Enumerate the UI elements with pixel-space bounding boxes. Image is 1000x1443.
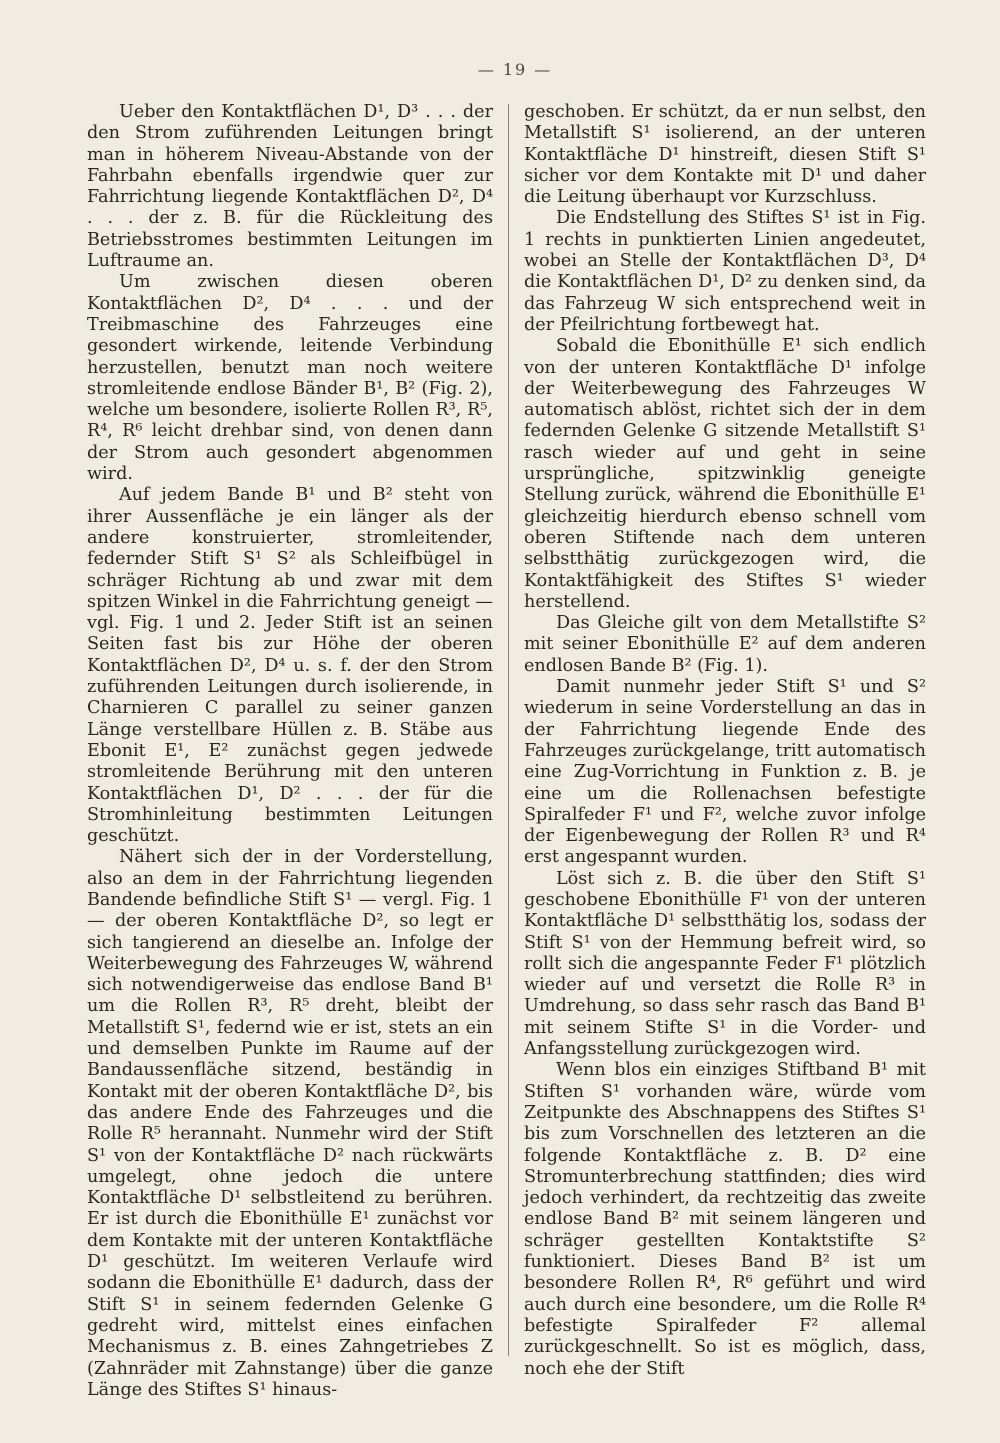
column-divider xyxy=(508,104,509,1356)
page-number: — 19 — xyxy=(477,60,553,79)
paragraph: geschoben. Er schützt, da er nun selbst, den Metallstift S¹ isolierend, an der unteren Kontaktfläche D¹ hinstreift, diesen Stift S¹ sicher vor dem Kontakte mit D¹ und daher die Leitung überhaupt vor Kurzschluss. xyxy=(524,102,926,208)
paragraph: Nähert sich der in der Vorderstellung, also an dem in der Fahrrichtung liegenden Bandende befindliche Stift S¹ — vergl. Fig. 1 — der oberen Kontaktfläche D², so legt er sich tangierend an dieselbe an. Infolge der Weiterbewegung des Fahrzeuges W, während sich notwendigerweise das endlose Band B¹ um die Rollen R³, R⁵ dreht, bleibt der Metallstift S¹, federnd wie er ist, stets an ein und demselben Punkte im Raume auf der Bandaussenfläche sitzend, beständig in Kontakt mit der oberen Kontaktfläche D², bis das andere Ende des Fahrzeuges und die Rolle R⁵ herannaht. Nunmehr wird der Stift S¹ von der Kontaktfläche D² nach rückwärts umgelegt, ohne jedoch die untere Kontaktfläche D¹ selbstleitend zu berühren. Er ist durch die Ebonithülle E¹ zunächst vor dem Kontakte mit der unteren Kontaktfläche D¹ geschützt. Im weiteren Verlaufe wird sodann die Ebonithülle E¹ dadurch, dass der Stift S¹ in seinem federnden Gelenke G gedreht wird, mittelst eines einfachen Mechanismus z. B. eines Zahngetriebes Z (Zahnräder mit Zahnstange) über die ganze Länge des Stiftes S¹ hinaus- xyxy=(87,847,493,1400)
paragraph: Die Endstellung des Stiftes S¹ ist in Fig. 1 rechts in punktierten Linien angedeutet, wobei an Stelle der Kontaktflächen D³, D⁴ die Kontaktflächen D¹, D² zu denken sind, da das Fahrzeug W sich entsprechend weit in der Pfeilrichtung fortbewegt hat. xyxy=(524,208,926,335)
paragraph: Damit nunmehr jeder Stift S¹ und S² wiederum in seine Vorderstellung an das in der Fahrrichtung liegende Ende des Fahrzeuges zurückgelange, tritt automatisch eine Zug-Vorrichtung in Funktion z. B. je eine um die Rollenachsen befestigte Spiralfeder F¹ und F², welche zuvor infolge der Eigenbewegung der Rollen R³ und R⁴ erst angespannt wurden. xyxy=(524,677,926,868)
paragraph: Sobald die Ebonithülle E¹ sich endlich von der unteren Kontaktfläche D¹ infolge der Weiterbewegung des Fahrzeuges W automatisch ablöst, richtet sich der in dem federnden Gelenke G sitzende Metallstift S¹ rasch wieder auf und geht in seine ursprüngliche, spitzwinklig geneigte Stellung zurück, während die Ebonithülle E¹ gleichzeitig hierdurch ebenso schnell vom oberen Stiftende nach dem unteren selbstthätig zurückgezogen wird, die Kontaktfähigkeit des Stiftes S¹ wieder herstellend. xyxy=(524,336,926,612)
paragraph: Ueber den Kontaktflächen D¹, D³ . . . der den Strom zuführenden Leitungen bringt man in höherem Niveau-Abstande von der Fahrbahn ebenfalls irgendwie quer zur Fahrrichtung liegende Kontaktflächen D², D⁴ . . . der z. B. für die Rückleitung des Betriebsstromes bestimmten Leitungen im Luftraume an. xyxy=(87,102,493,272)
paragraph: Löst sich z. B. die über den Stift S¹ geschobene Ebonithülle F¹ von der unteren Kontaktfläche D¹ selbstthätig los, sodass der Stift S¹ von der Hemmung befreit wird, so rollt sich die angespannte Feder F¹ plötzlich wieder auf und versetzt die Rolle R³ in Umdrehung, so dass sehr rasch das Band B¹ mit seinem Stifte S¹ in die Vorder- und Anfangsstellung zurückgezogen wird. xyxy=(524,868,926,1060)
right-column xyxy=(524,102,926,1380)
paragraph: Um zwischen diesen oberen Kontaktflächen D², D⁴ . . . und der Treibmaschine des Fahrzeuges eine gesondert wirkende, leitende Verbindung herzustellen, benutzt man noch weitere stromleitende endlose Bänder B¹, B² (Fig. 2), welche um besondere, isolierte Rollen R³, R⁵, R⁴, R⁶ leicht drehbar sind, von denen dann der Strom auch gesondert abgenommen wird. xyxy=(87,272,493,485)
paragraph: Das Gleiche gilt von dem Metallstifte S² mit seiner Ebonithülle E² auf dem anderen endlosen Bande B² (Fig. 1). xyxy=(524,613,926,676)
paragraph: Wenn blos ein einziges Stiftband B¹ mit Stiften S¹ vorhanden wäre, würde vom Zeitpunkte des Abschnappens des Stiftes S¹ bis zum Vorschnellen des letzteren an die folgende Kontaktfläche z. B. D² eine Stromunterbrechung stattfinden; dies wird jedoch verhindert, da rechtzeitig das zweite endlose Band B² mit seinem längeren und schräger gestellten Kontaktstifte S² funktioniert. Dieses Band B² ist um besondere Rollen R⁴, R⁶ geführt und wird auch durch eine besondere, um die Rolle R⁴ befestigte Spiralfeder F² allemal zurückgeschnellt. So ist es möglich, dass, noch ehe der Stift xyxy=(524,1060,926,1379)
paragraph: Auf jedem Bande B¹ und B² steht von ihrer Aussenfläche je ein länger als der andere konstruierter, stromleitender, federnder Stift S¹ S² als Schleifbügel in schräger Richtung ab und zwar mit dem spitzen Winkel in die Fahrrichtung geneigt — vgl. Fig. 1 und 2. Jeder Stift ist an seinen Seiten fast bis zur Höhe der oberen Kontaktflächen D², D⁴ u. s. f. der den Strom zuführenden Leitungen durch isolierende, in Charnieren C parallel zu seiner ganzen Länge verstellbare Hüllen z. B. Stäbe aus Ebonit E¹, E² zunächst gegen jedwede stromleitende Berührung mit den unteren Kontaktflächen D¹, D² . . . der für die Stromhinleitung bestimmten Leitungen geschützt. xyxy=(87,485,493,847)
left-column xyxy=(87,102,493,1401)
